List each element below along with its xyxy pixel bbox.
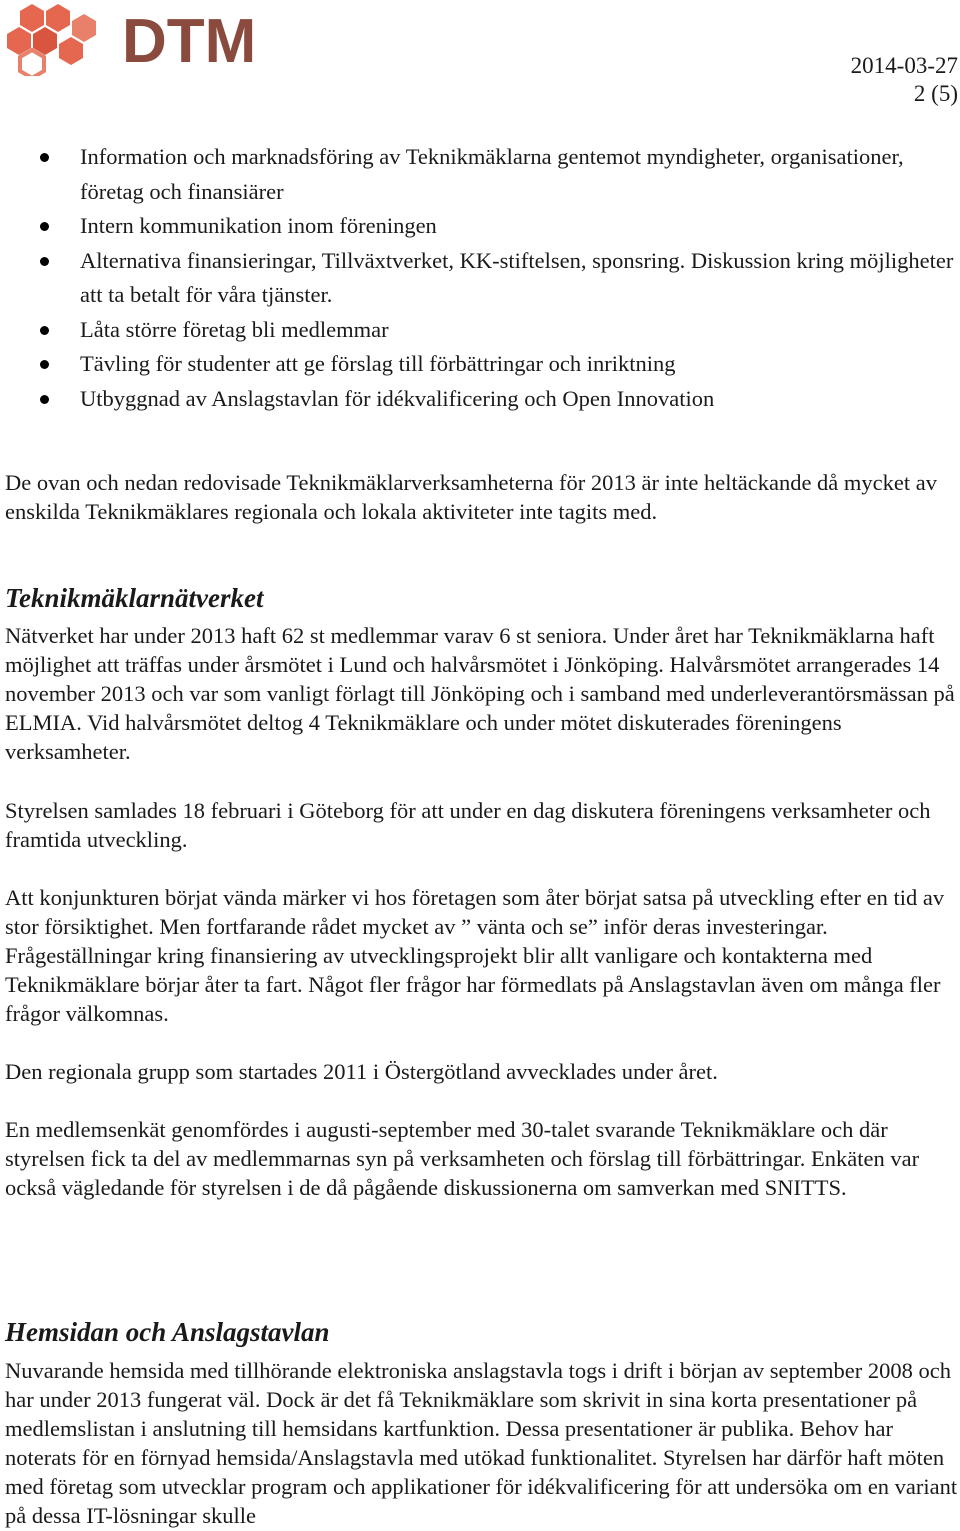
section-heading-natverket: Teknikmäklarnätverket xyxy=(5,583,264,613)
logo-wordmark: DTM xyxy=(122,7,257,76)
bullet-icon xyxy=(40,326,49,335)
list-item: Tävling för studenter att ge förslag till förbättringar och inriktning xyxy=(0,347,960,382)
document-date: 2014-03-27 xyxy=(850,53,958,78)
bullet-list xyxy=(0,140,960,416)
paragraph-regionala-grupp: Den regionala grupp som startades 2011 i Östergötland avvecklades under året. xyxy=(5,1059,718,1084)
document-meta xyxy=(851,52,958,108)
paragraph-konjunkturen: Att konjunkturen börjat vända märker vi hos företagen som åter börjat satsa på utveckling efter en tid av stor försiktighet. Men fortfarande rådet mycket av ” vänta och se” inför deras investeringar. Frågeställningar kring finansiering av utvecklingsprojekt blir allt vanligare och kontakterna med Teknikmäklare börjar åter ta fart. Något fler frågor har förmedlats på Anslagstavlan även om många fler frågor välkomnas. xyxy=(5,885,945,1026)
list-item: Information och marknadsföring av Teknikmäklarna gentemot myndigheter, organisationer, företag och finansiärer xyxy=(0,140,960,209)
paragraph-hemsidan: Nuvarande hemsida med tillhörande elektroniska anslagstavla togs i drift i början av september 2008 och har under 2013 fungerat väl. Dock är det få Teknikmäklare som skrivit in sina korta presentationer på medlemslistan i anslutning till hemsidans kartfunktion. Dessa presentationer är publika. Behov har noterats för en förnyad hemsida/Anslagstavla med utökad funktionalitet. Styrelsen har därför haft möten med företag som utvecklar program och applikationer för idékvalificering för att undersöka om en variant på dessa IT-lösningar skulle xyxy=(5,1358,958,1528)
list-item: Intern kommunikation inom föreningen xyxy=(0,209,960,244)
bullet-icon xyxy=(40,257,49,266)
page-number: 2 (5) xyxy=(913,81,958,106)
bullet-icon xyxy=(40,360,49,369)
list-item: Låta större företag bli medlemmar xyxy=(0,313,960,348)
list-item: Utbyggnad av Anslagstavlan för idékvalificering och Open Innovation xyxy=(0,382,960,417)
bullet-icon xyxy=(40,222,49,231)
list-item: Alternativa finansieringar, Tillväxtverket, KK-stiftelsen, sponsring. Diskussion kring möjligheter att ta betalt för våra tjänster. xyxy=(0,244,960,313)
bullet-icon xyxy=(40,395,49,404)
section-heading-hemsidan: Hemsidan och Anslagstavlan xyxy=(5,1317,330,1347)
paragraph-styrelsen: Styrelsen samlades 18 februari i Göteborg för att under en dag diskutera föreningens verksamheter och framtida utveckling. xyxy=(5,798,931,852)
paragraph-natverket-members: Nätverket har under 2013 haft 62 st medlemmar varav 6 st seniora. Under året har Teknikmäklarna haft möjlighet att träffas under årsmötet i Lund och halvårsmötet i Jönköping. Halvårsmötet arrangerades 14 november 2013 och var som vanligt förlagt till Jönköping och i samband med underleverantörsmässan på ELMIA. Vid halvårsmötet deltog 4 Teknikmäklare och under mötet diskuterades föreningens verksamheter. xyxy=(5,623,955,764)
paragraph-medlemsenkat: En medlemsenkät genomfördes i augusti-september med 30-talet svarande Teknikmäklare och där styrelsen fick ta del av medlemmarnas syn på verksamheten och förslag till förbättringar. Enkäten var också vägledande för styrelsen i de då pågående diskussionerna om samverkan med SNITTS. xyxy=(5,1117,920,1200)
hexagon-cluster-icon xyxy=(7,4,96,76)
intro-paragraph: De ovan och nedan redovisade Teknikmäklarverksamheterna för 2013 är inte heltäckande då mycket av enskilda Teknikmäklares regionala och lokala aktiviteter inte tagits med. xyxy=(5,470,938,524)
dtm-logo xyxy=(4,0,304,76)
bullet-icon xyxy=(40,153,49,162)
